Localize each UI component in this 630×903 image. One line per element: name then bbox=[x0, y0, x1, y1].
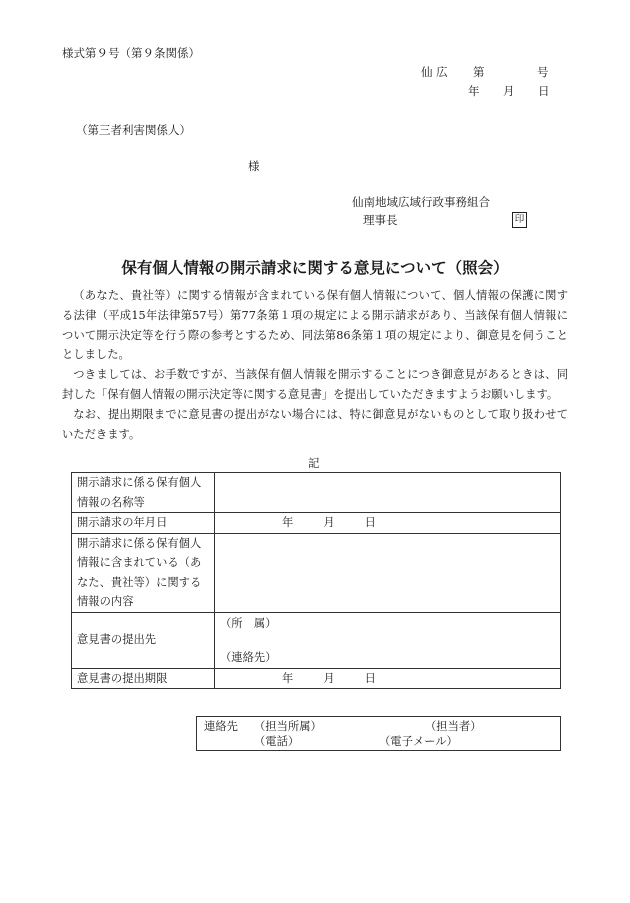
sender-org: 仙南地域広域行政事務組合 bbox=[352, 195, 490, 209]
recipient-honorific: 様 bbox=[248, 159, 260, 173]
contact-box-label: 連絡先 bbox=[204, 720, 238, 733]
table-value-cell bbox=[215, 533, 561, 612]
date-year: 年 bbox=[468, 84, 480, 98]
table-value-cell bbox=[215, 612, 561, 668]
doc-number-mid: 第 bbox=[473, 65, 485, 79]
table-row bbox=[72, 668, 561, 689]
contact-box-phone: （電話） bbox=[254, 735, 300, 748]
table-row bbox=[72, 473, 561, 513]
seal-mark: 印 bbox=[512, 212, 527, 228]
date-year: 年 bbox=[282, 671, 294, 685]
table-row bbox=[72, 533, 561, 612]
date-day: 日 bbox=[364, 516, 376, 529]
doc-number-prefix: 仙 広 bbox=[421, 65, 448, 79]
sender-title: 理事長 bbox=[363, 213, 398, 227]
contact-box bbox=[196, 716, 561, 751]
table-header-cell: 意見書の提出先 bbox=[72, 612, 215, 668]
table-header-cell: 開示請求の年月日 bbox=[72, 513, 215, 534]
affiliation-label: （所 属） bbox=[220, 616, 277, 630]
table-row bbox=[72, 612, 561, 668]
doc-number-suffix: 号 bbox=[537, 65, 549, 79]
date-year: 年 bbox=[282, 516, 294, 529]
date-month: 月 bbox=[503, 84, 515, 98]
info-table bbox=[71, 472, 561, 689]
date-day: 日 bbox=[364, 671, 376, 685]
table-header-cell: 開示請求に係る保有個人情報に含まれている（あなた、貴社等）に関する情報の内容 bbox=[72, 533, 215, 612]
contact-label: （連絡先） bbox=[220, 651, 277, 664]
table-header-cell: 開示請求に係る保有個人情報の名称等 bbox=[72, 473, 215, 513]
form-number: 様式第９号（第９条関係） bbox=[62, 46, 200, 60]
table-value-cell bbox=[215, 473, 561, 513]
recipient-label: （第三者利害関係人） bbox=[76, 123, 191, 137]
contact-box-email: （電子メール） bbox=[379, 735, 458, 748]
document-title: 保有個人情報の開示請求に関する意見について（照会） bbox=[121, 259, 509, 277]
ki-heading: 記 bbox=[308, 456, 320, 470]
date-day: 日 bbox=[538, 84, 550, 98]
contact-box-dept: （担当所属） bbox=[254, 720, 322, 733]
body-text bbox=[62, 286, 568, 444]
table-row bbox=[72, 513, 561, 534]
date-month: 月 bbox=[323, 671, 335, 685]
contact-box-person: （担当者） bbox=[425, 720, 482, 733]
table-header-cell: 意見書の提出期限 bbox=[72, 668, 215, 689]
date-month: 月 bbox=[323, 516, 335, 529]
table-value-cell bbox=[215, 513, 561, 534]
body-paragraph: なお、提出期限までに意見書の提出がない場合には、特に御意見がないものとして取り扱わせていただきます。 bbox=[62, 407, 568, 441]
body-paragraph: （あなた、貴社等）に関する情報が含まれている保有個人情報について、個人情報の保護に関する法律（平成15年法律第57号）第77条第１項の規定による開示請求があり、当該保有個人情報について開示決定等を行う際の参考とするため、同法第86条第１項の規定により、御意見を伺うこととしました。 bbox=[62, 289, 568, 362]
table-value-cell bbox=[215, 668, 561, 689]
body-paragraph: つきましては、お手数ですが、当該保有個人情報を開示することにつき御意見があるときは、同封した「保有個人情報の開示決定等に関する意見書」を提出していただきますようお願いします。 bbox=[62, 368, 568, 401]
